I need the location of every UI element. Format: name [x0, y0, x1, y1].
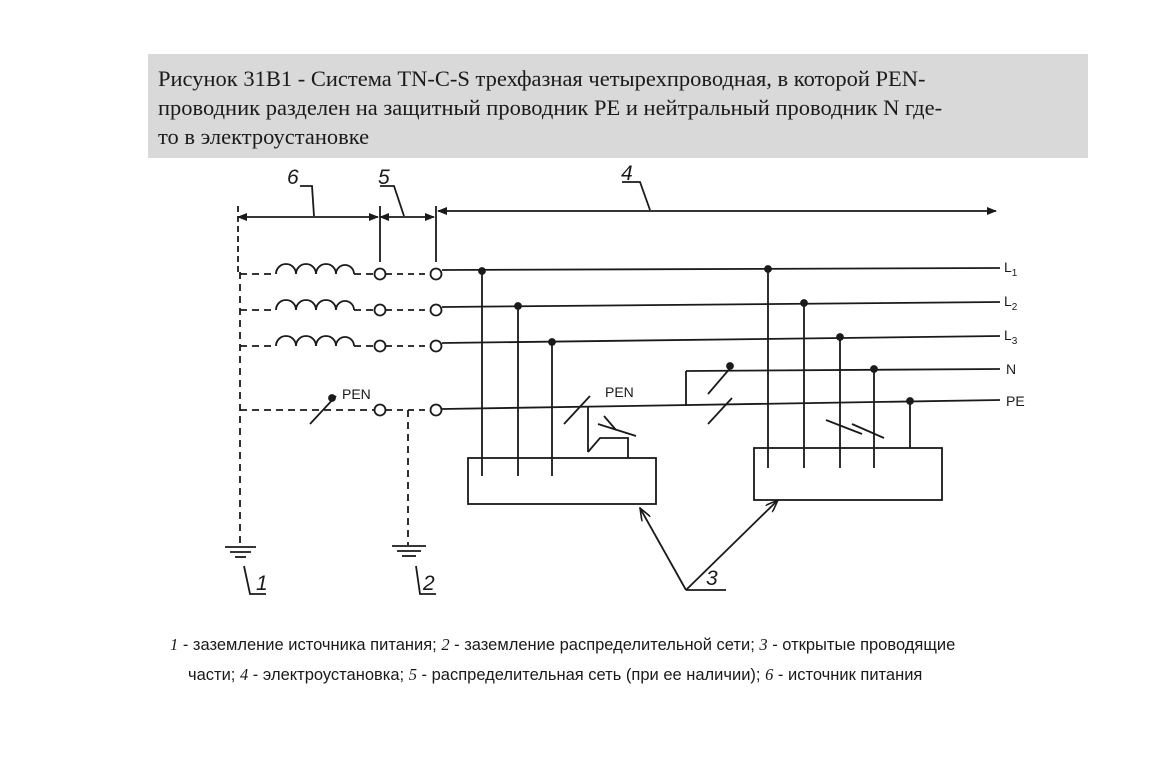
installation-pen-tick — [564, 396, 590, 424]
legend-num-1: 1 — [170, 635, 179, 654]
conductor-l2 — [442, 302, 1000, 307]
legend-line-2 — [170, 660, 1090, 690]
conductor-label-l2: $L_2$ — [1004, 293, 1018, 313]
exposed-part-1 — [468, 458, 656, 504]
conductor-l1 — [442, 268, 1000, 270]
legend-num-6: 6 — [765, 665, 774, 684]
legend-num-5: 5 — [408, 665, 417, 684]
network-earth — [392, 410, 436, 594]
terminal — [375, 341, 386, 352]
terminal — [375, 405, 386, 416]
figure-title-line-3: то в электроустановке — [158, 124, 370, 149]
terminal — [431, 305, 442, 316]
coil-l3 — [276, 336, 354, 346]
pe-connection — [588, 438, 628, 458]
pen-label-installation: PEN — [605, 384, 634, 400]
legend-num-2: 2 — [441, 635, 450, 654]
installation-conductors — [442, 268, 1000, 409]
zone-dimension-lines — [238, 182, 996, 272]
zone-5-leader — [380, 186, 404, 216]
legend-text-3: - открытые проводящие — [767, 636, 956, 654]
conductor-l3 — [442, 336, 1000, 343]
figure-title-line-1: Рисунок 31B1 - Система TN-C-S трехфазная четырехпроводная, в которой PEN- — [158, 66, 926, 91]
coil-l2 — [276, 300, 354, 310]
marker-2-label: 2 — [423, 572, 435, 595]
terminal — [431, 405, 442, 416]
conductor-label-l3: $L_3$ — [1004, 327, 1018, 347]
legend — [170, 630, 1090, 690]
terminals — [375, 269, 442, 416]
conductor-label-pe: PE — [1006, 393, 1025, 409]
terminal — [431, 269, 442, 280]
legend-num-4: 4 — [239, 665, 249, 684]
legend-text-1: - заземление источника питания; — [178, 636, 442, 654]
coil-l1 — [276, 264, 354, 274]
legend-text-4: - электроустановка; — [248, 666, 409, 684]
exposed-part-2 — [754, 448, 942, 500]
legend-text-2: - заземление распределительной сети; — [449, 636, 760, 654]
marker-1-label: 1 — [256, 572, 268, 595]
figure-title-line-2: проводник разделен на защитный проводник PE и нейтральный проводник N где- — [158, 95, 943, 120]
installation-load-2 — [754, 266, 942, 500]
n-pe-split-symbols — [708, 363, 733, 424]
zone-4-label: 4 — [621, 162, 633, 185]
conductor-label-n: N — [1006, 361, 1017, 377]
zone-4-leader — [622, 182, 650, 210]
marker-3-label: 3 — [706, 567, 718, 590]
terminal — [375, 305, 386, 316]
legend-line-1 — [170, 630, 1090, 660]
legend-num-3: 3 — [759, 635, 768, 654]
legend-text-5: - распределительная сеть (при ее наличии); — [416, 666, 766, 684]
zone-6-leader — [300, 186, 314, 216]
terminal — [431, 341, 442, 352]
legend-text-3-cont: части; — [188, 666, 240, 684]
conductor-n — [686, 369, 1000, 371]
zone-5-label: 5 — [378, 166, 390, 189]
network-section — [386, 274, 430, 410]
terminal — [375, 269, 386, 280]
conductor-pe-pen — [442, 400, 1000, 409]
zone-6-label: 6 — [287, 166, 299, 189]
conductor-label-l1: $L_1$ — [1004, 259, 1018, 279]
pen-label-source: PEN — [342, 386, 371, 402]
legend-text-6: - источник питания — [773, 666, 923, 684]
